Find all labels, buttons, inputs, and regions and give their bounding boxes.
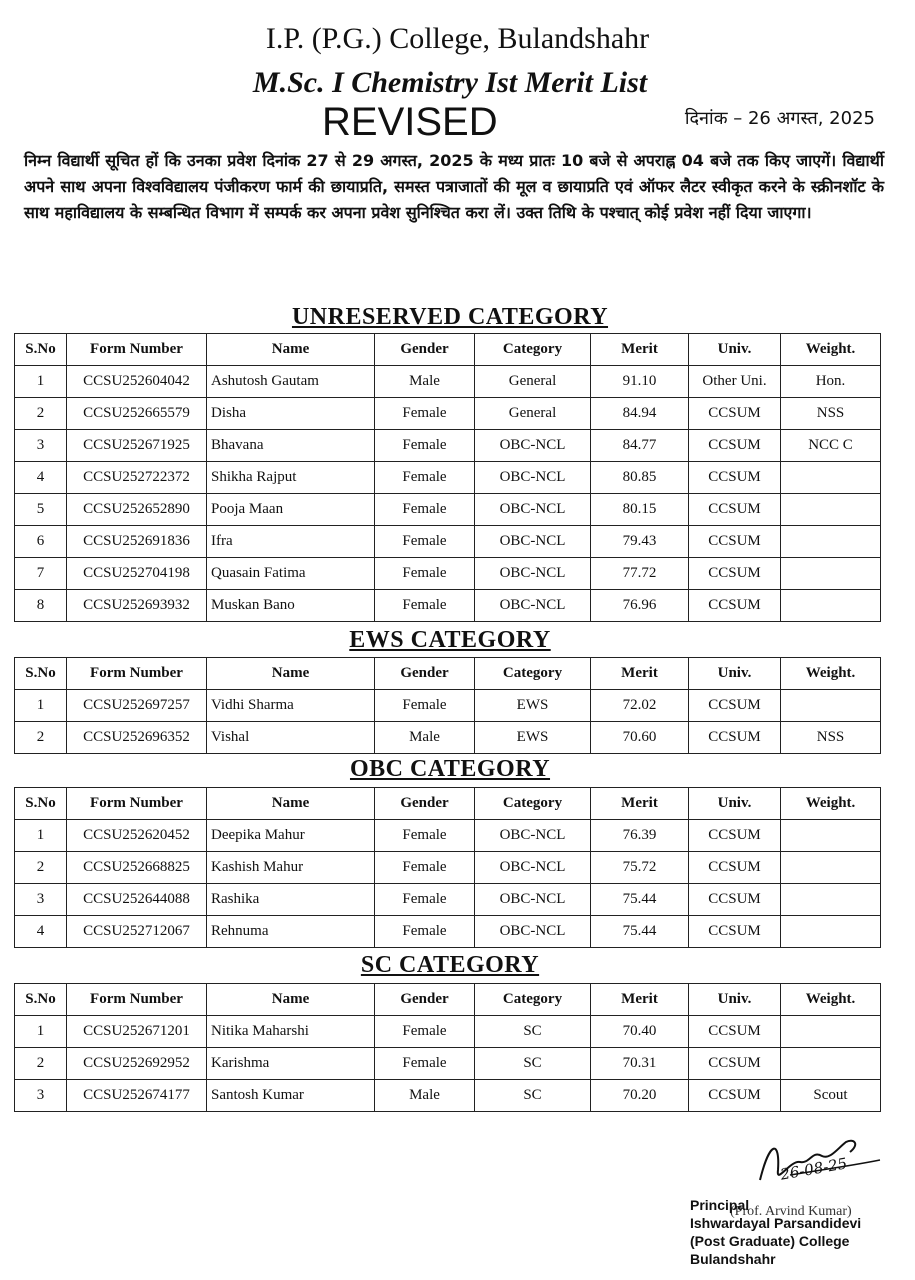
column-header-merit: Merit	[591, 984, 689, 1016]
cell-category: OBC-NCL	[475, 462, 591, 494]
cell-form-number: CCSU252691836	[67, 526, 207, 558]
column-header-merit: Merit	[591, 658, 689, 690]
cell-name: Kashish Mahur	[207, 852, 375, 884]
principal-name: (Prof. Arvind Kumar)	[730, 1204, 852, 1219]
column-header-univ: Univ.	[689, 984, 781, 1016]
cell-name: Rashika	[207, 884, 375, 916]
cell-univ: CCSUM	[689, 1048, 781, 1080]
cell-sno: 1	[15, 820, 67, 852]
cell-weight	[781, 1016, 881, 1048]
section-title: UNRESERVED CATEGORY	[291, 304, 609, 330]
cell-form-number: CCSU252696352	[67, 722, 207, 754]
column-header-univ: Univ.	[689, 788, 781, 820]
cell-sno: 1	[15, 690, 67, 722]
cell-gender: Female	[375, 884, 475, 916]
table-row	[15, 852, 881, 884]
cell-univ: CCSUM	[689, 430, 781, 462]
cell-univ: CCSUM	[689, 884, 781, 916]
cell-gender: Female	[375, 1048, 475, 1080]
column-header-weight: Weight.	[781, 984, 881, 1016]
cell-merit: 79.43	[591, 526, 689, 558]
college-full-name: Ishwardayal Parsandidevi	[690, 1215, 862, 1231]
cell-merit: 84.94	[591, 398, 689, 430]
cell-univ: CCSUM	[689, 590, 781, 622]
cell-sno: 4	[15, 462, 67, 494]
cell-univ: CCSUM	[689, 722, 781, 754]
cell-sno: 7	[15, 558, 67, 590]
column-header-form-number: Form Number	[67, 658, 207, 690]
table-row	[15, 722, 881, 754]
cell-form-number: CCSU252620452	[67, 820, 207, 852]
cell-gender: Female	[375, 1016, 475, 1048]
table-row	[15, 494, 881, 526]
cell-univ: CCSUM	[689, 916, 781, 948]
cell-form-number: CCSU252668825	[67, 852, 207, 884]
cell-merit: 72.02	[591, 690, 689, 722]
cell-gender: Male	[375, 1080, 475, 1112]
cell-sno: 2	[15, 398, 67, 430]
cell-weight: Hon.	[781, 366, 881, 398]
cell-gender: Female	[375, 916, 475, 948]
cell-name: Rehnuma	[207, 916, 375, 948]
cell-gender: Female	[375, 462, 475, 494]
cell-univ: Other Uni.	[689, 366, 781, 398]
column-header-name: Name	[207, 788, 375, 820]
cell-univ: CCSUM	[689, 398, 781, 430]
principal-label: Principal	[690, 1197, 750, 1213]
column-header-gender: Gender	[375, 658, 475, 690]
cell-univ: CCSUM	[689, 1080, 781, 1112]
cell-gender: Female	[375, 494, 475, 526]
cell-category: General	[475, 366, 591, 398]
table-header-row	[15, 788, 881, 820]
cell-gender: Male	[375, 722, 475, 754]
college-title: I.P. (P.G.) College, Bulandshahr	[265, 22, 650, 55]
cell-sno: 3	[15, 1080, 67, 1112]
table-row	[15, 526, 881, 558]
merit-table	[14, 787, 881, 948]
table-row	[15, 430, 881, 462]
cell-univ: CCSUM	[689, 1016, 781, 1048]
signature-date: 26-08-25	[778, 1154, 849, 1184]
merit-table	[14, 333, 881, 622]
cell-gender: Female	[375, 526, 475, 558]
cell-category: OBC-NCL	[475, 526, 591, 558]
merit-table	[14, 983, 881, 1112]
cell-name: Santosh Kumar	[207, 1080, 375, 1112]
column-header-form-number: Form Number	[67, 334, 207, 366]
section-title: SC CATEGORY	[360, 952, 540, 978]
cell-univ: CCSUM	[689, 494, 781, 526]
table-row	[15, 398, 881, 430]
cell-gender: Female	[375, 820, 475, 852]
table-row	[15, 884, 881, 916]
column-header-form-number: Form Number	[67, 984, 207, 1016]
list-subtitle: M.Sc. I Chemistry Ist Merit List	[252, 66, 648, 99]
cell-category: SC	[475, 1016, 591, 1048]
cell-form-number: CCSU252652890	[67, 494, 207, 526]
cell-sno: 1	[15, 366, 67, 398]
cell-weight	[781, 820, 881, 852]
cell-merit: 80.85	[591, 462, 689, 494]
cell-merit: 75.44	[591, 916, 689, 948]
cell-sno: 6	[15, 526, 67, 558]
column-header-sno: S.No	[15, 788, 67, 820]
cell-weight	[781, 558, 881, 590]
cell-category: OBC-NCL	[475, 820, 591, 852]
cell-category: SC	[475, 1048, 591, 1080]
cell-sno: 8	[15, 590, 67, 622]
cell-sno: 3	[15, 884, 67, 916]
column-header-gender: Gender	[375, 984, 475, 1016]
cell-name: Karishma	[207, 1048, 375, 1080]
cell-univ: CCSUM	[689, 690, 781, 722]
cell-univ: CCSUM	[689, 558, 781, 590]
merit-table	[14, 657, 881, 754]
cell-sno: 1	[15, 1016, 67, 1048]
table-row	[15, 916, 881, 948]
cell-name: Vishal	[207, 722, 375, 754]
cell-name: Shikha Rajput	[207, 462, 375, 494]
column-header-name: Name	[207, 984, 375, 1016]
cell-weight	[781, 852, 881, 884]
cell-category: General	[475, 398, 591, 430]
cell-form-number: CCSU252644088	[67, 884, 207, 916]
cell-category: SC	[475, 1080, 591, 1112]
revised-label: REVISED	[322, 100, 498, 144]
cell-sno: 2	[15, 852, 67, 884]
cell-weight	[781, 526, 881, 558]
cell-gender: Female	[375, 430, 475, 462]
cell-name: Deepika Mahur	[207, 820, 375, 852]
column-header-gender: Gender	[375, 788, 475, 820]
cell-form-number: CCSU252671925	[67, 430, 207, 462]
cell-weight: NSS	[781, 398, 881, 430]
cell-weight: Scout	[781, 1080, 881, 1112]
column-header-category: Category	[475, 788, 591, 820]
cell-merit: 70.20	[591, 1080, 689, 1112]
notice-text: निम्न विद्यार्थी सूचित हों कि उनका प्रवेश दिनांक 27 से 29 अगस्त, 2025 के मध्य प्रातः 10 बजे से अपराह्न 04 बजे तक किए जाएगें। विद्यार्थी अपने साथ अपना विश्वविद्यालय पंजीकरण फार्म की छायाप्रति, समस्त पत्राजातों की मूल व छायाप्रति एवं ऑफर लैटर स्वीकृत करने के स्क्रीनशॉट के साथ महाविद्यालय के सम्बन्धित विभाग में सम्पर्क कर अपना प्रवेश सुनिश्चित करा लें। उक्त तिथि के पश्चात् कोई प्रवेश नहीं दिया जाएगा।	[24, 151, 884, 222]
cell-form-number: CCSU252693932	[67, 590, 207, 622]
table-row	[15, 820, 881, 852]
table-row	[15, 462, 881, 494]
cell-form-number: CCSU252712067	[67, 916, 207, 948]
cell-name: Bhavana	[207, 430, 375, 462]
table-row	[15, 690, 881, 722]
cell-category: EWS	[475, 690, 591, 722]
cell-weight	[781, 916, 881, 948]
cell-weight	[781, 690, 881, 722]
cell-merit: 84.77	[591, 430, 689, 462]
cell-merit: 80.15	[591, 494, 689, 526]
cell-merit: 77.72	[591, 558, 689, 590]
cell-form-number: CCSU252671201	[67, 1016, 207, 1048]
cell-name: Pooja Maan	[207, 494, 375, 526]
cell-gender: Male	[375, 366, 475, 398]
principal-signature-block	[690, 1130, 900, 1270]
cell-form-number: CCSU252665579	[67, 398, 207, 430]
table-row	[15, 590, 881, 622]
cell-weight	[781, 590, 881, 622]
column-header-univ: Univ.	[689, 658, 781, 690]
table-row	[15, 558, 881, 590]
cell-name: Ifra	[207, 526, 375, 558]
cell-form-number: CCSU252674177	[67, 1080, 207, 1112]
cell-sno: 2	[15, 1048, 67, 1080]
table-row	[15, 1080, 881, 1112]
cell-merit: 70.31	[591, 1048, 689, 1080]
cell-form-number: CCSU252692952	[67, 1048, 207, 1080]
column-header-merit: Merit	[591, 334, 689, 366]
cell-form-number: CCSU252704198	[67, 558, 207, 590]
cell-univ: CCSUM	[689, 526, 781, 558]
cell-gender: Female	[375, 852, 475, 884]
cell-category: EWS	[475, 722, 591, 754]
cell-name: Disha	[207, 398, 375, 430]
cell-gender: Female	[375, 690, 475, 722]
table-header-row	[15, 658, 881, 690]
cell-merit: 75.72	[591, 852, 689, 884]
cell-category: OBC-NCL	[475, 852, 591, 884]
cell-gender: Female	[375, 590, 475, 622]
cell-univ: CCSUM	[689, 820, 781, 852]
column-header-sno: S.No	[15, 658, 67, 690]
cell-category: OBC-NCL	[475, 558, 591, 590]
section-title: EWS CATEGORY	[349, 627, 551, 653]
cell-weight	[781, 884, 881, 916]
cell-sno: 3	[15, 430, 67, 462]
cell-form-number: CCSU252604042	[67, 366, 207, 398]
column-header-sno: S.No	[15, 334, 67, 366]
column-header-weight: Weight.	[781, 788, 881, 820]
column-header-weight: Weight.	[781, 658, 881, 690]
college-type: (Post Graduate) College	[690, 1233, 850, 1249]
column-header-gender: Gender	[375, 334, 475, 366]
column-header-weight: Weight.	[781, 334, 881, 366]
cell-category: OBC-NCL	[475, 916, 591, 948]
cell-sno: 5	[15, 494, 67, 526]
cell-merit: 76.39	[591, 820, 689, 852]
column-header-category: Category	[475, 984, 591, 1016]
cell-weight	[781, 494, 881, 526]
column-header-name: Name	[207, 334, 375, 366]
cell-univ: CCSUM	[689, 462, 781, 494]
cell-merit: 70.60	[591, 722, 689, 754]
cell-gender: Female	[375, 398, 475, 430]
cell-gender: Female	[375, 558, 475, 590]
cell-category: OBC-NCL	[475, 494, 591, 526]
cell-form-number: CCSU252697257	[67, 690, 207, 722]
cell-name: Nitika Maharshi	[207, 1016, 375, 1048]
column-header-name: Name	[207, 658, 375, 690]
cell-category: OBC-NCL	[475, 884, 591, 916]
cell-sno: 2	[15, 722, 67, 754]
cell-weight: NSS	[781, 722, 881, 754]
section-title: OBC CATEGORY	[349, 756, 551, 782]
cell-weight: NCC C	[781, 430, 881, 462]
table-header-row	[15, 334, 881, 366]
cell-merit: 70.40	[591, 1016, 689, 1048]
column-header-merit: Merit	[591, 788, 689, 820]
column-header-form-number: Form Number	[67, 788, 207, 820]
cell-weight	[781, 462, 881, 494]
cell-name: Ashutosh Gautam	[207, 366, 375, 398]
cell-name: Quasain Fatima	[207, 558, 375, 590]
column-header-category: Category	[475, 334, 591, 366]
cell-category: OBC-NCL	[475, 590, 591, 622]
table-header-row	[15, 984, 881, 1016]
table-row	[15, 1016, 881, 1048]
table-row	[15, 366, 881, 398]
column-header-category: Category	[475, 658, 591, 690]
cell-univ: CCSUM	[689, 852, 781, 884]
cell-sno: 4	[15, 916, 67, 948]
college-city: Bulandshahr	[690, 1251, 776, 1267]
cell-name: Vidhi Sharma	[207, 690, 375, 722]
cell-merit: 91.10	[591, 366, 689, 398]
cell-merit: 75.44	[591, 884, 689, 916]
table-row	[15, 1048, 881, 1080]
column-header-univ: Univ.	[689, 334, 781, 366]
cell-form-number: CCSU252722372	[67, 462, 207, 494]
cell-merit: 76.96	[591, 590, 689, 622]
cell-name: Muskan Bano	[207, 590, 375, 622]
notice-date: दिनांक – 26 अगस्त, 2025	[684, 108, 875, 129]
column-header-sno: S.No	[15, 984, 67, 1016]
cell-category: OBC-NCL	[475, 430, 591, 462]
cell-weight	[781, 1048, 881, 1080]
